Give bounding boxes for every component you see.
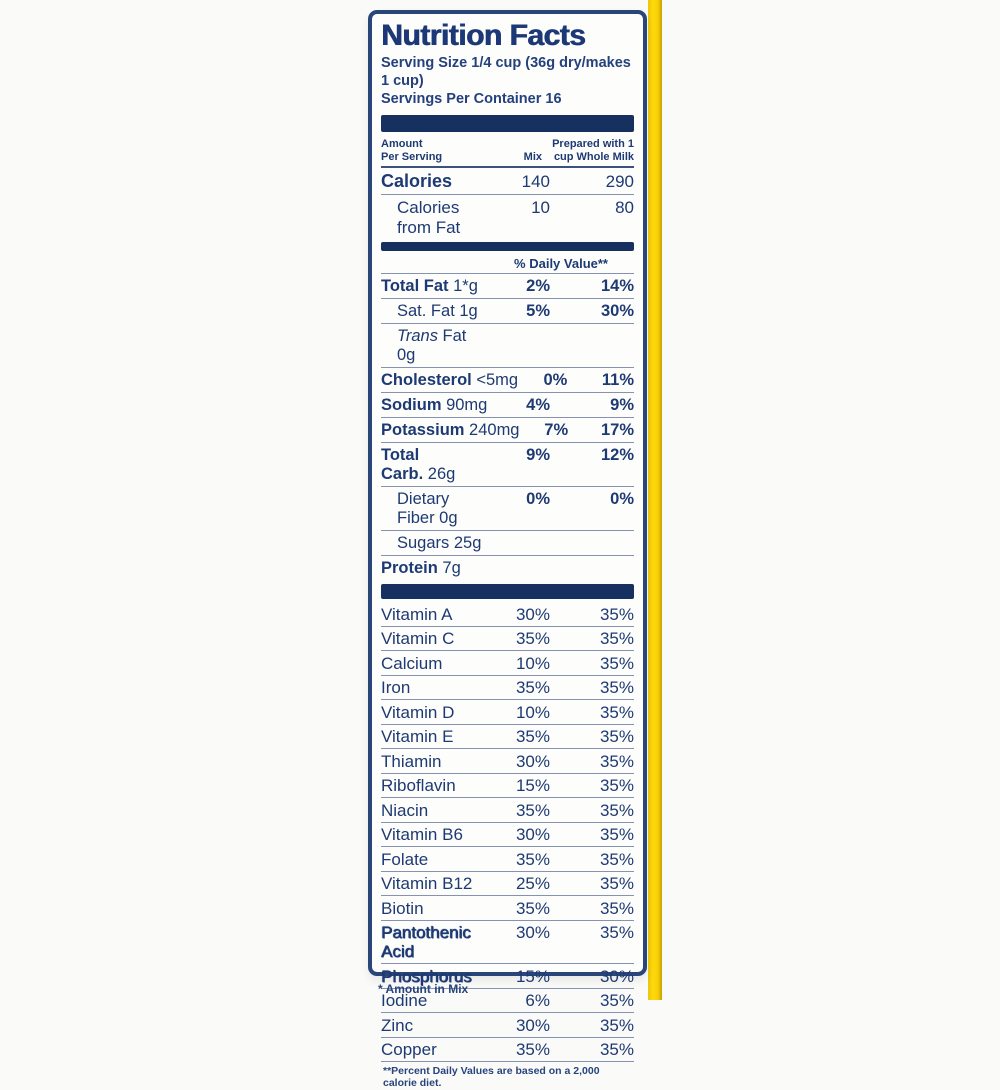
servings-per-container-line: Servings Per Container 16	[381, 91, 562, 107]
nutrient-name-text: Total Carb.	[381, 446, 424, 483]
vitamin-prepared-value: 35%	[599, 678, 634, 697]
nutrient-name-text: Dietary Fiber	[397, 490, 450, 527]
nutrient-prepared-value: 12%	[600, 446, 634, 464]
nutrient-prepared-value: 14%	[600, 277, 634, 295]
nutrient-prepared-value: 17%	[600, 421, 634, 439]
package-yellow-stripe	[648, 0, 662, 1000]
mix-column-header: Mix	[523, 151, 542, 163]
nutrient-name	[381, 302, 488, 321]
vitamin-row	[381, 847, 634, 872]
vitamin-mix-value: 35%	[515, 849, 550, 869]
nutrient-name-text: Potassium	[381, 421, 465, 439]
nutrient-name-text: Cholesterol	[381, 371, 472, 389]
vitamin-mix-value: 30%	[515, 825, 550, 844]
vitamin-mix-value: 35%	[515, 1040, 550, 1059]
nutrient-name	[381, 371, 518, 390]
daily-value-header: % Daily Value**	[381, 254, 634, 274]
daily-value-footnote: **Percent Daily Values are based on a 2,000 calorie diet.	[383, 1065, 600, 1089]
vitamin-name: Biotin	[381, 898, 424, 918]
nutrient-amount: 240mg	[464, 421, 520, 439]
nutrient-amount: 1*g	[448, 277, 478, 295]
vitamin-mix-value: 35%	[515, 629, 550, 648]
calories-prepared-value: 290	[605, 172, 634, 191]
vitamin-prepared-value: 35%	[599, 923, 634, 942]
vitamin-row	[381, 872, 634, 897]
vitamin-name: Phosphorus	[381, 966, 472, 986]
vitamin-prepared-value: 35%	[599, 653, 634, 673]
nutrient-name	[381, 559, 488, 578]
vitamin-mix-value: 35%	[515, 678, 550, 697]
vitamin-mix-value: 25%	[515, 874, 550, 893]
vitamin-mix-value: 35%	[515, 727, 550, 746]
vitamin-row	[381, 627, 634, 652]
vitamin-name: Zinc	[381, 1015, 414, 1035]
nutrient-name	[381, 396, 488, 415]
nutrient-name-text: Trans	[397, 327, 438, 345]
vitamin-prepared-value: 35%	[599, 776, 634, 795]
vitamin-mix-value: 30%	[515, 604, 550, 624]
vitamin-name: Folate	[381, 849, 429, 869]
separator-bar-vitamins	[381, 584, 634, 599]
vitamin-row	[381, 1013, 634, 1038]
vitamin-prepared-value: 35%	[599, 898, 634, 918]
separator-bar-middle	[381, 242, 634, 251]
nutrient-mix-value: 0%	[543, 371, 568, 389]
nutrient-name	[381, 446, 488, 484]
vitamin-row	[381, 1038, 634, 1063]
vitamin-row	[381, 749, 634, 774]
vitamin-mix-value: 15%	[515, 776, 550, 795]
vitamin-name: Vitamin D	[381, 702, 455, 722]
vitamin-mix-value: 10%	[515, 653, 550, 673]
vitamin-row	[381, 798, 634, 823]
nutrient-amount: 90mg	[441, 396, 488, 414]
nutrient-name	[381, 277, 488, 296]
vitamin-prepared-value: 35%	[599, 800, 634, 820]
nutrient-amount: 1g	[454, 302, 478, 320]
nutrient-amount: 25g	[449, 534, 482, 552]
nutrient-name-text: Sugars	[397, 534, 450, 552]
nutrient-amount: 26g	[423, 465, 456, 483]
nutrient-amount: 0g	[434, 509, 458, 527]
vitamin-prepared-value: 35%	[599, 727, 634, 746]
nutrient-mix-value: 9%	[526, 446, 550, 464]
amount-in-mix-note: * Amount in Mix	[378, 982, 469, 996]
nutrient-name	[381, 490, 488, 528]
vitamin-row	[381, 602, 634, 627]
nutrient-row	[381, 487, 634, 531]
vitamin-name: Niacin	[381, 800, 429, 820]
nutrient-mix-value: 7%	[544, 421, 569, 439]
vitamin-prepared-value: 35%	[599, 874, 634, 893]
vitamin-prepared-value: 35%	[599, 702, 634, 722]
vitamin-mix-value: 35%	[515, 898, 550, 918]
serving-size-line: Serving Size 1/4 cup (36g dry/makes 1 cup)	[381, 55, 631, 89]
nutrient-name	[381, 534, 488, 553]
vitamin-name: Vitamin C	[381, 629, 455, 648]
prepared-header-line1: Prepared with 1	[552, 138, 634, 150]
vitamin-mix-value: 35%	[515, 800, 550, 820]
vitamin-prepared-value: 35%	[599, 991, 634, 1010]
nutrient-prepared-value: 0%	[610, 490, 634, 508]
vitamin-prepared-value: 35%	[599, 751, 634, 771]
calories-row	[381, 168, 634, 194]
vitamin-prepared-value: 35%	[599, 825, 634, 844]
nutrient-section	[381, 274, 634, 580]
nutrient-row	[381, 393, 634, 418]
vitamin-name: Vitamin E	[381, 727, 454, 746]
calories-from-fat-prepared-value: 80	[615, 198, 634, 217]
column-header-row	[381, 138, 634, 168]
nutrient-mix-value: 4%	[526, 396, 550, 414]
vitamin-prepared-value: 35%	[599, 604, 634, 624]
nutrient-name-text: Sat. Fat	[397, 302, 455, 320]
nutrient-row	[381, 531, 634, 556]
vitamin-mix-value: 10%	[515, 702, 550, 722]
vitamin-name: Thiamin	[381, 751, 442, 771]
nutrition-facts-title: Nutrition Facts	[381, 19, 586, 52]
nutrient-name	[381, 327, 488, 365]
calories-mix-value: 140	[521, 172, 550, 191]
prepared-column-header	[542, 138, 634, 164]
amount-per-serving-header	[381, 138, 490, 164]
vitamin-row	[381, 725, 634, 750]
amount-header-line2: Per Serving	[381, 151, 443, 163]
vitamin-name: Vitamin A	[381, 604, 453, 624]
vitamin-mix-value: 30%	[515, 751, 550, 771]
vitamin-row	[381, 700, 634, 725]
vitamin-row	[381, 774, 634, 799]
vitamin-name: Vitamin B6	[381, 825, 463, 844]
nutrient-amount: <5mg	[471, 371, 519, 389]
vitamin-name: Iodine	[381, 991, 428, 1010]
nutrient-name-text: Protein	[381, 559, 438, 577]
nutrient-row	[381, 556, 634, 580]
nutrient-name-text: Total Fat	[381, 277, 449, 295]
separator-bar-top	[381, 115, 634, 132]
calories-from-fat-label: Calories from Fat	[397, 198, 461, 237]
nutrient-mix-value: 2%	[526, 277, 550, 295]
nutrient-mix-value: 0%	[526, 490, 550, 508]
vitamin-prepared-value: 30%	[599, 966, 634, 986]
nutrient-name	[381, 421, 520, 440]
vitamin-name: Vitamin B12	[381, 874, 473, 893]
nutrient-prepared-value: 11%	[601, 371, 634, 389]
nutrient-amount: Fat 0g	[397, 327, 467, 364]
vitamin-mix-value: 15%	[515, 966, 550, 986]
vitamin-name: Copper	[381, 1040, 437, 1059]
nutrient-row	[381, 324, 634, 368]
vitamin-prepared-value: 35%	[599, 1040, 634, 1059]
nutrient-mix-value: 5%	[526, 302, 550, 320]
vitamin-mix-value: 30%	[515, 923, 550, 942]
vitamin-row	[381, 651, 634, 676]
vitamin-mix-value: 30%	[515, 1015, 550, 1035]
vitamin-row	[381, 676, 634, 701]
nutrient-row	[381, 443, 634, 487]
prepared-header-line2: cup Whole Milk	[553, 151, 634, 163]
vitamin-row	[381, 921, 634, 965]
calories-from-fat-mix-value: 10	[531, 198, 550, 217]
vitamin-prepared-value: 35%	[599, 629, 634, 648]
amount-header-line1: Amount	[381, 138, 423, 150]
vitamin-name: Pantothenic Acid	[381, 923, 471, 961]
nutrient-row	[381, 299, 634, 324]
nutrient-name-text: Sodium	[381, 396, 442, 414]
vitamin-name: Iron	[381, 678, 411, 697]
vitamin-prepared-value: 35%	[599, 1015, 634, 1035]
calories-label: Calories	[381, 171, 453, 191]
vitamin-name: Calcium	[381, 653, 443, 673]
vitamin-mix-value: 6%	[525, 991, 550, 1010]
vitamin-row	[381, 896, 634, 921]
vitamin-name: Riboflavin	[381, 776, 456, 795]
nutrient-row	[381, 368, 634, 393]
nutrient-prepared-value: 9%	[610, 396, 634, 414]
vitamin-prepared-value: 35%	[599, 849, 634, 869]
calories-from-fat-row	[381, 194, 634, 240]
nutrient-amount: 7g	[437, 559, 461, 577]
nutrient-prepared-value: 30%	[600, 302, 634, 320]
nutrient-row	[381, 274, 634, 299]
vitamin-row	[381, 823, 634, 848]
nutrient-row	[381, 418, 634, 443]
